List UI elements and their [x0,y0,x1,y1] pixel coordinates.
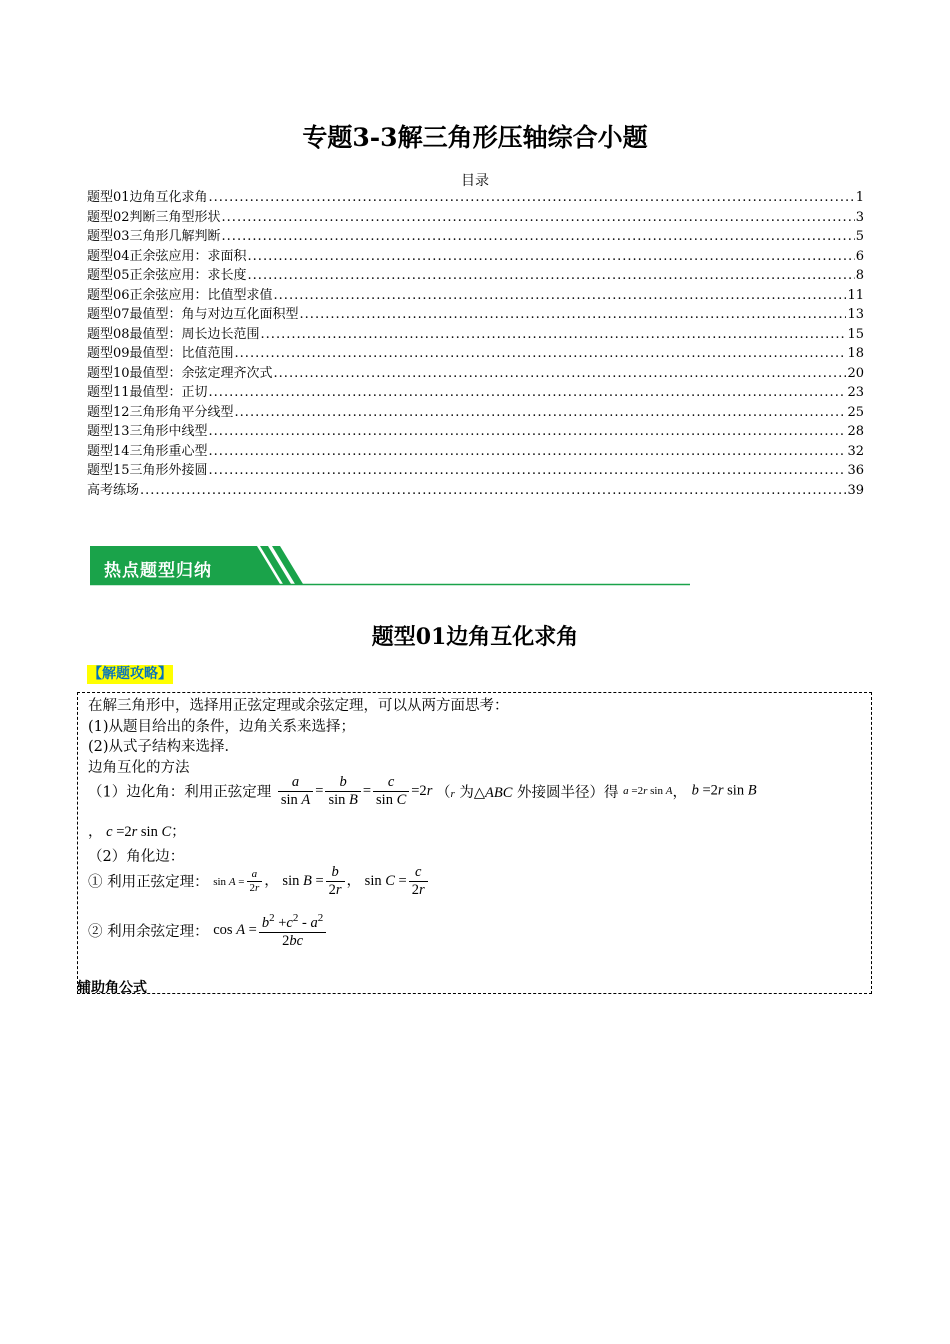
toc-item-page: 39 [847,482,864,498]
toc-leader-dots [248,266,855,286]
sine-rule-label: ① 利用正弦定理： [88,874,209,891]
toc-item-label: 题型03三角形几解判断 [87,229,221,244]
cosine-rule-label: ② 利用余弦定理： [88,924,209,941]
toc-item-label: 题型10最值型：余弦定理齐次式 [87,365,273,381]
toc-item[interactable] [87,325,864,345]
toc-leader-dots [140,481,846,501]
a-formula: a =2r sin A [623,785,673,798]
sine-rule-line [88,864,430,898]
toc-item[interactable] [87,422,864,442]
toc-item-label: 题型14三角形重心型 [87,443,208,459]
toc-item[interactable] [87,364,864,384]
cosine-rule-line [88,912,328,949]
toc-leader-dots [209,461,847,481]
toc-item-label: 题型01边角互化求角 [87,190,208,205]
toc-item-label: 题型04正余弦应用：求面积 [87,248,247,264]
toc-item-label: 题型15三角形外接圆 [87,463,208,478]
toc-leader-dots [235,403,847,423]
sine-law-formula: $\frac{a}{\text{sin A}}$ = $\frac{b}{\text{sin B}}$ = $\frac{c}{\text{sin C}}$ =2r [276,783,436,799]
toc-item-label: 题型06正余弦应用：比值型求值 [87,287,273,303]
toc-leader-dots [222,227,855,247]
toc-leader-dots [274,364,847,384]
toc-item[interactable] [87,305,864,325]
toc-item-page: 36 [847,463,864,478]
toc-item-label: 题型11最值型：正切 [87,385,208,400]
document-title: 专题3-3解三角形压轴综合小题 [302,123,648,152]
toc-item[interactable] [87,461,864,481]
toc-leader-dots [209,188,855,208]
toc-leader-dots [235,344,847,364]
toc-item-page: 28 [847,424,864,439]
toc-item-label: 题型05正余弦应用：求长度 [87,268,247,283]
toc-item[interactable] [87,403,864,423]
toc-item-label: 题型12三角形角平分线型 [87,404,234,420]
toc-leader-dots [300,305,847,325]
toc-item-page: 15 [847,326,864,342]
toc-item-page: 20 [847,365,864,381]
toc-leader-dots [274,286,847,306]
toc-item-page: 8 [855,268,864,283]
cosine-rule-formula: cos A = $\frac{b^2 +c^2 - a^2}{2bc}$ [213,922,328,938]
method-heading: 边角互化的方法 [88,760,190,776]
toc-item-page: 6 [855,248,864,264]
toc-leader-dots [209,422,847,442]
toc-item[interactable] [87,247,864,267]
toc-item-label: 题型08最值型：周长边长范围 [87,326,260,342]
toc-item-label: 题型02判断三角型形状 [87,209,221,225]
strategy-tag: 【解题攻略】 [88,666,172,682]
point-1: (1)从题目给出的条件，边角关系来选择； [88,719,356,735]
toc-item[interactable] [87,286,864,306]
toc-item-page: 18 [847,346,864,361]
toc-item-label: 题型09最值型：比值范围 [87,346,234,361]
toc-item-page: 13 [847,307,864,322]
toc-leader-dots [209,383,847,403]
toc-item-label: 题型13三角形中线型 [87,424,208,439]
table-of-contents [87,188,864,500]
toc-item[interactable] [87,481,864,501]
point-2: (2)从式子结构来选择． [88,739,240,755]
toc-item[interactable] [87,383,864,403]
intro-text: 在解三角形中，选择用正弦定理或余弦定理，可以从两方面思考： [88,698,509,714]
toc-item[interactable] [87,266,864,286]
toc-leader-dots [222,208,855,228]
c-formula-line: ， c =2r sin C； [88,824,186,840]
section-title: 题型01边角互化求角 [371,624,579,650]
toc-item-page: 3 [855,209,864,225]
b-formula: b =2r sin B [691,782,757,799]
edge-to-angle-line: （1）边化角：利用正弦定理 $\frac{a}{\text{sin A}}$ = $\frac{b}{\text{sin B}}$ = $\frac{c}{\text{sin C}}$ =2r （r 为△ABC 外接圆半径）得 a =2r sin A， b =2r sin B [88,774,757,808]
edge-to-angle-label: （1）边化角：利用正弦定理 [88,784,272,801]
toc-item[interactable] [87,188,864,208]
toc-heading: 目录 [461,173,489,189]
toc-item-page: 32 [847,443,864,459]
toc-item[interactable] [87,227,864,247]
angle-to-edge-label: （2）角化边： [88,849,185,865]
toc-leader-dots [261,325,847,345]
radius-note: （r 为△ABC 外接圆半径）得 [435,784,619,801]
toc-item-page: 11 [847,287,864,303]
toc-leader-dots [209,442,847,462]
toc-item-label: 题型07最值型：角与对边互化面积型 [87,307,299,322]
aux-angle-heading: 辅助角公式 [77,980,147,996]
banner-label: 热点题型归纳 [104,561,212,581]
toc-item[interactable] [87,442,864,462]
toc-item[interactable] [87,208,864,228]
c-formula: c =2r sin C [106,824,172,840]
toc-item-page: 25 [847,404,864,420]
toc-item-label: 高考练场 [87,482,140,498]
toc-item-page: 23 [847,385,864,400]
sine-rule-formulas: sin A = $\frac{a}{2r}$ ， sin B = $\frac{b}{2r}$ ， sin C = $\frac{c}{2r}$ [213,873,429,889]
toc-item-page: 5 [855,229,864,244]
toc-leader-dots [248,247,855,267]
toc-item[interactable] [87,344,864,364]
toc-item-page: 1 [855,190,864,205]
